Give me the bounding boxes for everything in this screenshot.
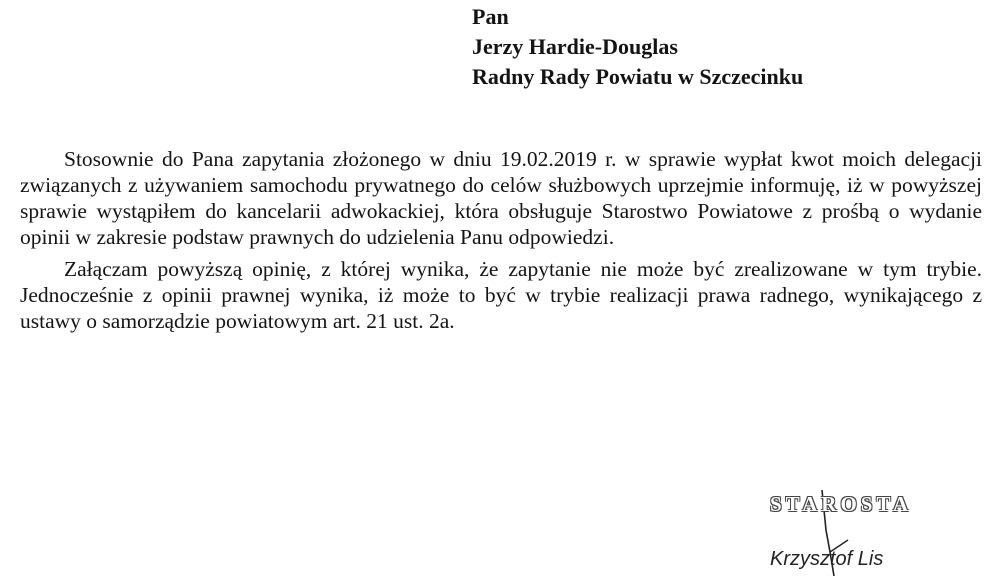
recipient-title: Radny Rady Powiatu w Szczecinku	[472, 64, 804, 89]
recipient-salutation: Pan	[472, 4, 509, 29]
letter-body	[20, 146, 982, 334]
letter-paragraph-1: Stosownie do Pana zapytania złożonego w dniu 19.02.2019 r. w sprawie wypłat kwot moich delegacji związanych z używaniem samochodu prywatnego do celów służbowych uprzejmie informuję, iż w powyższej sprawie wystąpiłem do kancelarii adwokackiej, która obsługuje Starostwo Powiatowe z prośbą o wydanie opinii w zakresie podstaw prawnych do udzielenia Panu odpowiedzi.	[20, 147, 982, 249]
recipient-block	[472, 2, 803, 92]
stamp-title: STAROSTA	[770, 492, 913, 516]
recipient-name: Jerzy Hardie-Douglas	[472, 34, 678, 59]
letter-paragraph-2: Załączam powyższą opinię, z której wynika, że zapytanie nie może być zrealizowane w tym trybie. Jednocześnie z opinii prawnej wynika, iż może to być w trybie realizacji prawa radnego, wynikającego z ustawy o samorządzie powiatowym art. 21 ust. 2a.	[20, 257, 982, 333]
signature-stamp	[760, 490, 960, 579]
stamp-name: Krzysztof Lis	[770, 548, 884, 570]
